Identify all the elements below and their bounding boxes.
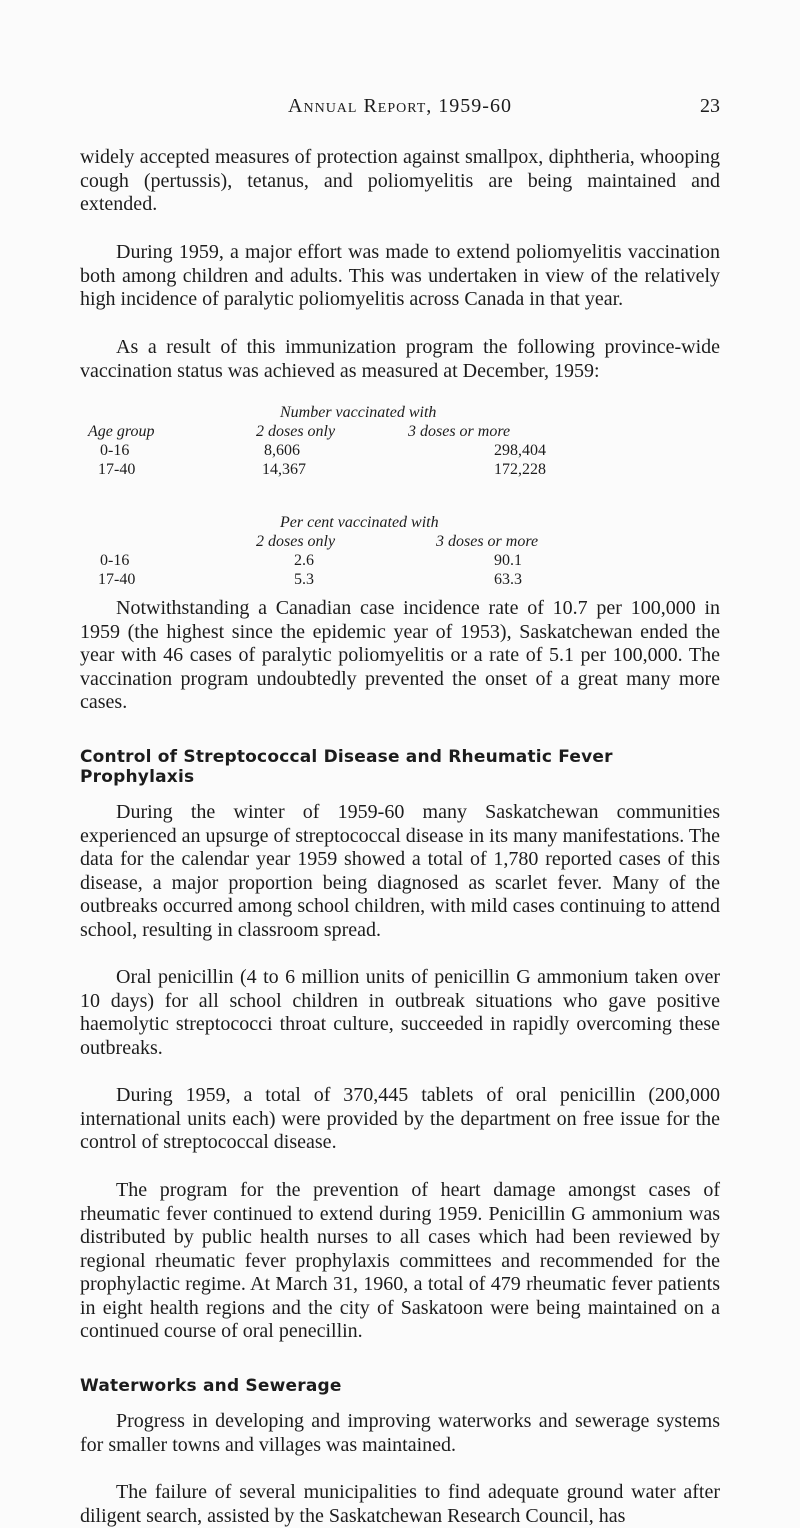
table-cell: 63.3	[494, 571, 522, 588]
paragraph: Notwithstanding a Canadian case incidence rate of 10.7 per 100,000 in 1959 (the highest since the epidemic year of 1953), Saskatchewan ended the year with 46 cases of paralytic poliomyelitis or a rate of 5.1 per 100,000. The vaccination program undoubtedly prevented the onset of a great many more cases.	[80, 597, 720, 713]
paragraph: widely accepted measures of protection against smallpox, diphtheria, whooping cough (pertussis), tetanus, and poliomyelitis are being maintained and extended.	[80, 146, 720, 215]
section-heading: Control of Streptococcal Disease and Rheumatic Fever Prophylaxis	[80, 747, 613, 787]
group-header: Per cent vaccinated with	[280, 514, 439, 531]
table-cell: 0-16	[100, 442, 130, 459]
table-cell: 90.1	[494, 552, 522, 569]
column-header-2-doses: 2 doses only	[256, 423, 336, 440]
paragraph: During 1959, a total of 370,445 tablets of oral penicillin (200,000 international units each) were provided by the department on free issue for the control of streptococcal disease.	[80, 1084, 720, 1153]
paragraph: During the winter of 1959-60 many Saskatchewan communities experienced an upsurge of streptococcal disease in its many manifestations. The data for the calendar year 1959 showed a total of 1,780 reported cases of this disease, a major proportion being diagnosed as scarlet fever. Many of the outbreaks occurred among school children, with mild cases continuing to attend school, resulting in classroom spread.	[80, 801, 720, 941]
paragraph: The program for the prevention of heart damage amongst cases of rheumatic fever continued to extend during 1959. Penicillin G ammonium was distributed by public health nurses to all cases which had been reviewed by regional rheumatic fever prophylaxis committees and recommended for the prophylactic regime. At March 31, 1960, a total of 479 rheumatic fever patients in eight health regions and the city of Saskatoon were being maintained on a continued course of oral penecillin.	[80, 1179, 720, 1342]
table-cell: 8,606	[264, 442, 300, 459]
paragraph: Oral penicillin (4 to 6 million units of penicillin G ammonium taken over 10 days) for all school children in outbreak situations who gave positive haemolytic streptococci throat culture, succeeded in rapidly overcoming these outbreaks.	[80, 966, 720, 1059]
vaccination-percent-table	[80, 513, 720, 593]
running-header	[80, 95, 720, 119]
column-header-2-doses: 2 doses only	[256, 533, 336, 550]
paragraph: As a result of this immunization program the following province-wide vaccination status was achieved as measured at December, 1959:	[80, 336, 720, 382]
section-heading: Waterworks and Sewerage	[80, 1376, 342, 1396]
group-header: Number vaccinated with	[280, 404, 437, 421]
paragraph: The failure of several municipalities to find adequate ground water after diligent search, assisted by the Saskatchewan Research Council, has	[80, 1481, 720, 1527]
table-cell: 5.3	[294, 571, 314, 588]
table-cell: 17-40	[98, 461, 136, 478]
running-title: Annual Report, 1959-60	[288, 95, 512, 117]
table-cell: 2.6	[294, 552, 314, 569]
table-cell: 298,404	[494, 442, 546, 459]
column-header-3-doses: 3 doses or more	[436, 533, 539, 550]
page-number: 23	[700, 95, 720, 117]
table-cell: 0-16	[100, 552, 130, 569]
table-cell: 172,228	[494, 461, 546, 478]
column-header-3-doses: 3 doses or more	[408, 423, 511, 440]
column-header-age: Age group	[88, 423, 155, 440]
paragraph: Progress in developing and improving waterworks and sewerage systems for smaller towns and villages was maintained.	[80, 1410, 720, 1456]
vaccination-number-table	[80, 403, 720, 493]
paragraph: During 1959, a major effort was made to extend poliomyelitis vaccination both among children and adults. This was undertaken in view of the relatively high incidence of paralytic poliomyelitis across Canada in that year.	[80, 241, 720, 310]
table-cell: 14,367	[262, 461, 306, 478]
table-cell: 17-40	[98, 571, 136, 588]
